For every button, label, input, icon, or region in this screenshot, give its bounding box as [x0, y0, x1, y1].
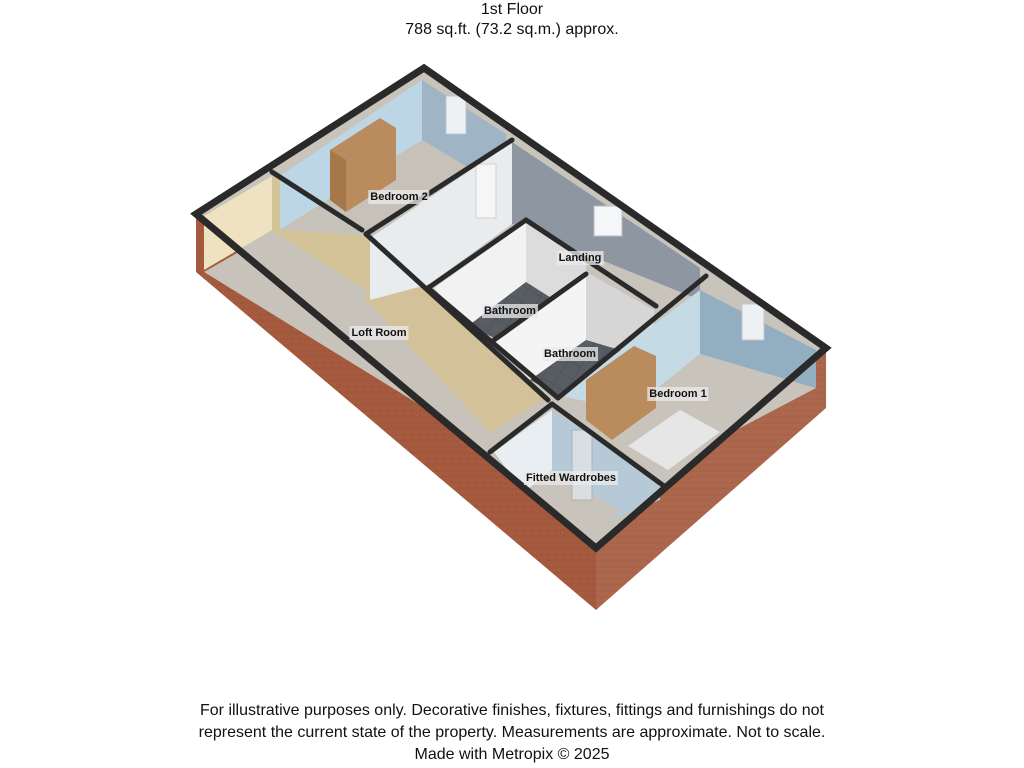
floor-title: 1st Floor	[480, 1, 544, 18]
disclaimer-line-1: For illustrative purposes only. Decorative finishes, fixtures, fittings and furnishings do not	[200, 702, 824, 719]
room-label-bedroom-1: Bedroom 1	[649, 388, 707, 400]
room-label-loft-room: Loft Room	[351, 327, 407, 339]
room-label-bedroom-2: Bedroom 2	[370, 191, 428, 203]
room-label-bathroom-2: Bathroom	[544, 348, 596, 360]
disclaimer	[0, 700, 1024, 766]
credit-line: Made with Metropix © 2025	[414, 746, 610, 763]
room-label-fitted-wardrobes: Fitted Wardrobes	[525, 472, 617, 484]
room-label-landing: Landing	[558, 252, 602, 264]
floor-area: 788 sq.ft. (73.2 sq.m.) approx.	[405, 21, 619, 38]
room-label-bathroom-1: Bathroom	[484, 305, 536, 317]
disclaimer-line-2: represent the current state of the property. Measurements are approximate. Not to scale.	[198, 724, 826, 741]
